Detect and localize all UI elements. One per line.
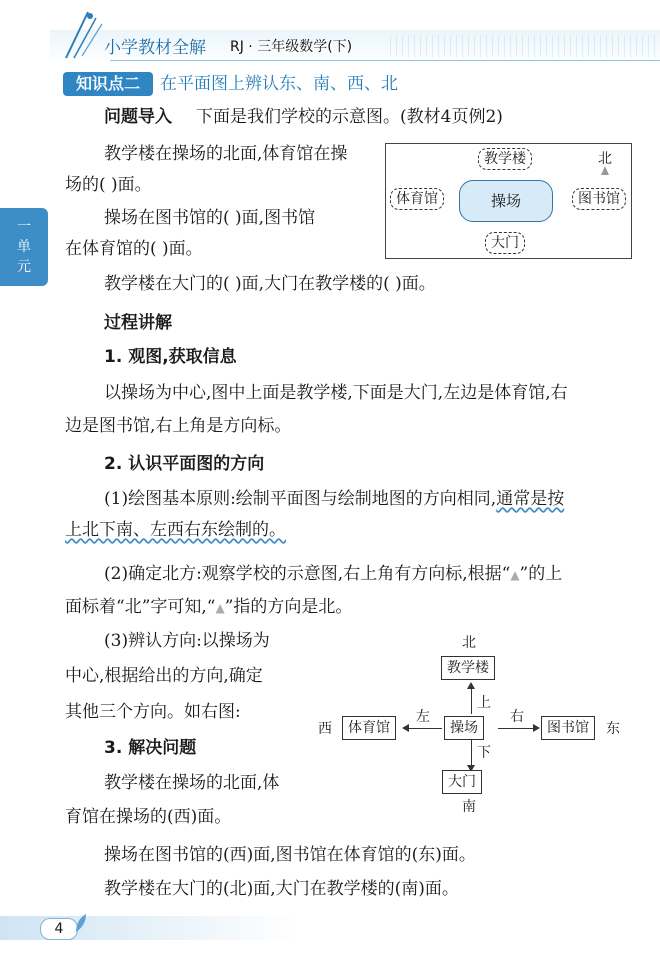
gate-box: 大门: [442, 770, 482, 794]
down-label: 下: [477, 745, 491, 761]
paragraph-line: 教学楼在操场的北面,体: [104, 773, 280, 793]
library-box: 图书馆: [572, 188, 626, 210]
west-label: 西: [318, 721, 332, 737]
side-tab-char: 单: [17, 239, 31, 255]
section-badge: 知识点二: [63, 72, 153, 96]
direction-diagram: [310, 632, 630, 815]
gate-box: 大门: [485, 232, 525, 254]
north-label: 北: [598, 151, 612, 167]
right-line: [498, 728, 536, 729]
header-title: 小学教材全解: [104, 38, 206, 58]
emphasis-text: 通常是按: [496, 489, 565, 509]
paragraph-line: 其他三个方向。如右图:: [65, 702, 241, 722]
right-label: 右: [510, 709, 524, 725]
paragraph-line: [65, 519, 286, 541]
paragraph-line: 教学楼在大门的(北)面,大门在教学楼的(南)面。: [104, 879, 459, 899]
paragraph-line: [65, 596, 352, 619]
header-subtitle: RJ · 三年级数学(下): [230, 39, 353, 55]
paragraph-text: (2)确定北方:观察学校的示意图,右上角有方向标,根据“: [104, 564, 511, 584]
teaching-building-box: 教学楼: [478, 148, 532, 170]
library-box: 图书馆: [541, 716, 595, 740]
paragraph-line: 育馆在操场的(西)面。: [65, 807, 232, 827]
down-line: [471, 740, 472, 768]
east-label: 东: [606, 721, 620, 737]
left-label: 左: [416, 709, 430, 725]
teaching-building-box: 教学楼: [441, 656, 495, 680]
paragraph-line: [104, 488, 564, 510]
header-divider: [110, 60, 660, 61]
question-line: 操场在图书馆的( )面,图书馆: [104, 208, 316, 228]
intro-label: 问题导入: [104, 107, 172, 127]
unit-side-tab: [0, 208, 48, 286]
up-label: 上: [477, 695, 491, 711]
question-line: 教学楼在操场的北面,体育馆在操: [104, 144, 348, 164]
paragraph-line: 以操场为中心,图中上面是教学楼,下面是大门,左边是体育馆,右: [104, 383, 568, 403]
north-arrow-icon: ▲: [510, 568, 520, 582]
section-title: 在平面图上辨认东、南、西、北: [160, 74, 398, 94]
side-tab-char: 元: [17, 259, 31, 275]
paragraph-text: (1)绘图基本原则:绘制平面图与绘制地图的方向相同,: [104, 489, 497, 509]
north-arrow-icon: [601, 166, 609, 175]
left-line: [406, 728, 442, 729]
paragraph-text: ”指的方向是北。: [224, 597, 353, 617]
paragraph-line: 操场在图书馆的(西)面,图书馆在体育馆的(东)面。: [104, 845, 476, 865]
question-line: 在体育馆的( )面。: [65, 239, 203, 259]
header-decoration: [390, 35, 660, 57]
process-heading: 过程讲解: [104, 313, 172, 333]
arrow-right-icon: [533, 724, 540, 732]
leaf-icon: [74, 912, 88, 934]
playground-box: 操场: [444, 716, 484, 740]
header-logo-icon: [58, 8, 108, 60]
south-label: 南: [462, 799, 476, 815]
intro-text: 下面是我们学校的示意图。(教材4页例2): [196, 107, 503, 127]
paragraph-line: 中心,根据给出的方向,确定: [65, 666, 263, 686]
north-label: 北: [462, 635, 476, 651]
school-sketch-figure: [385, 143, 632, 259]
side-tab-char: 一: [17, 219, 31, 235]
paragraph-text: 面标着“北”字可知,“: [65, 597, 216, 617]
up-line: [471, 686, 472, 714]
arrow-up-icon: [467, 682, 475, 689]
question-line: 场的( )面。: [65, 175, 152, 195]
paragraph-line: [104, 563, 562, 586]
gym-box: 体育馆: [390, 188, 444, 210]
playground-box: 操场: [459, 180, 553, 222]
paragraph-line: (3)辨认方向:以操场为: [104, 631, 270, 651]
paragraph-line: 边是图书馆,右上角是方向标。: [65, 416, 292, 436]
paragraph-text: ”的上: [519, 564, 563, 584]
step-title: 1. 观图,获取信息: [104, 347, 237, 367]
arrow-left-icon: [402, 724, 409, 732]
page-number: 4: [40, 918, 78, 940]
gym-box: 体育馆: [342, 716, 396, 740]
step-title: 2. 认识平面图的方向: [104, 454, 265, 474]
step-title: 3. 解决问题: [104, 738, 197, 758]
emphasis-text: 上北下南、左西右东绘制的。: [65, 520, 286, 540]
question-line: 教学楼在大门的( )面,大门在教学楼的( )面。: [104, 274, 436, 294]
north-arrow-icon: ▲: [215, 601, 225, 615]
